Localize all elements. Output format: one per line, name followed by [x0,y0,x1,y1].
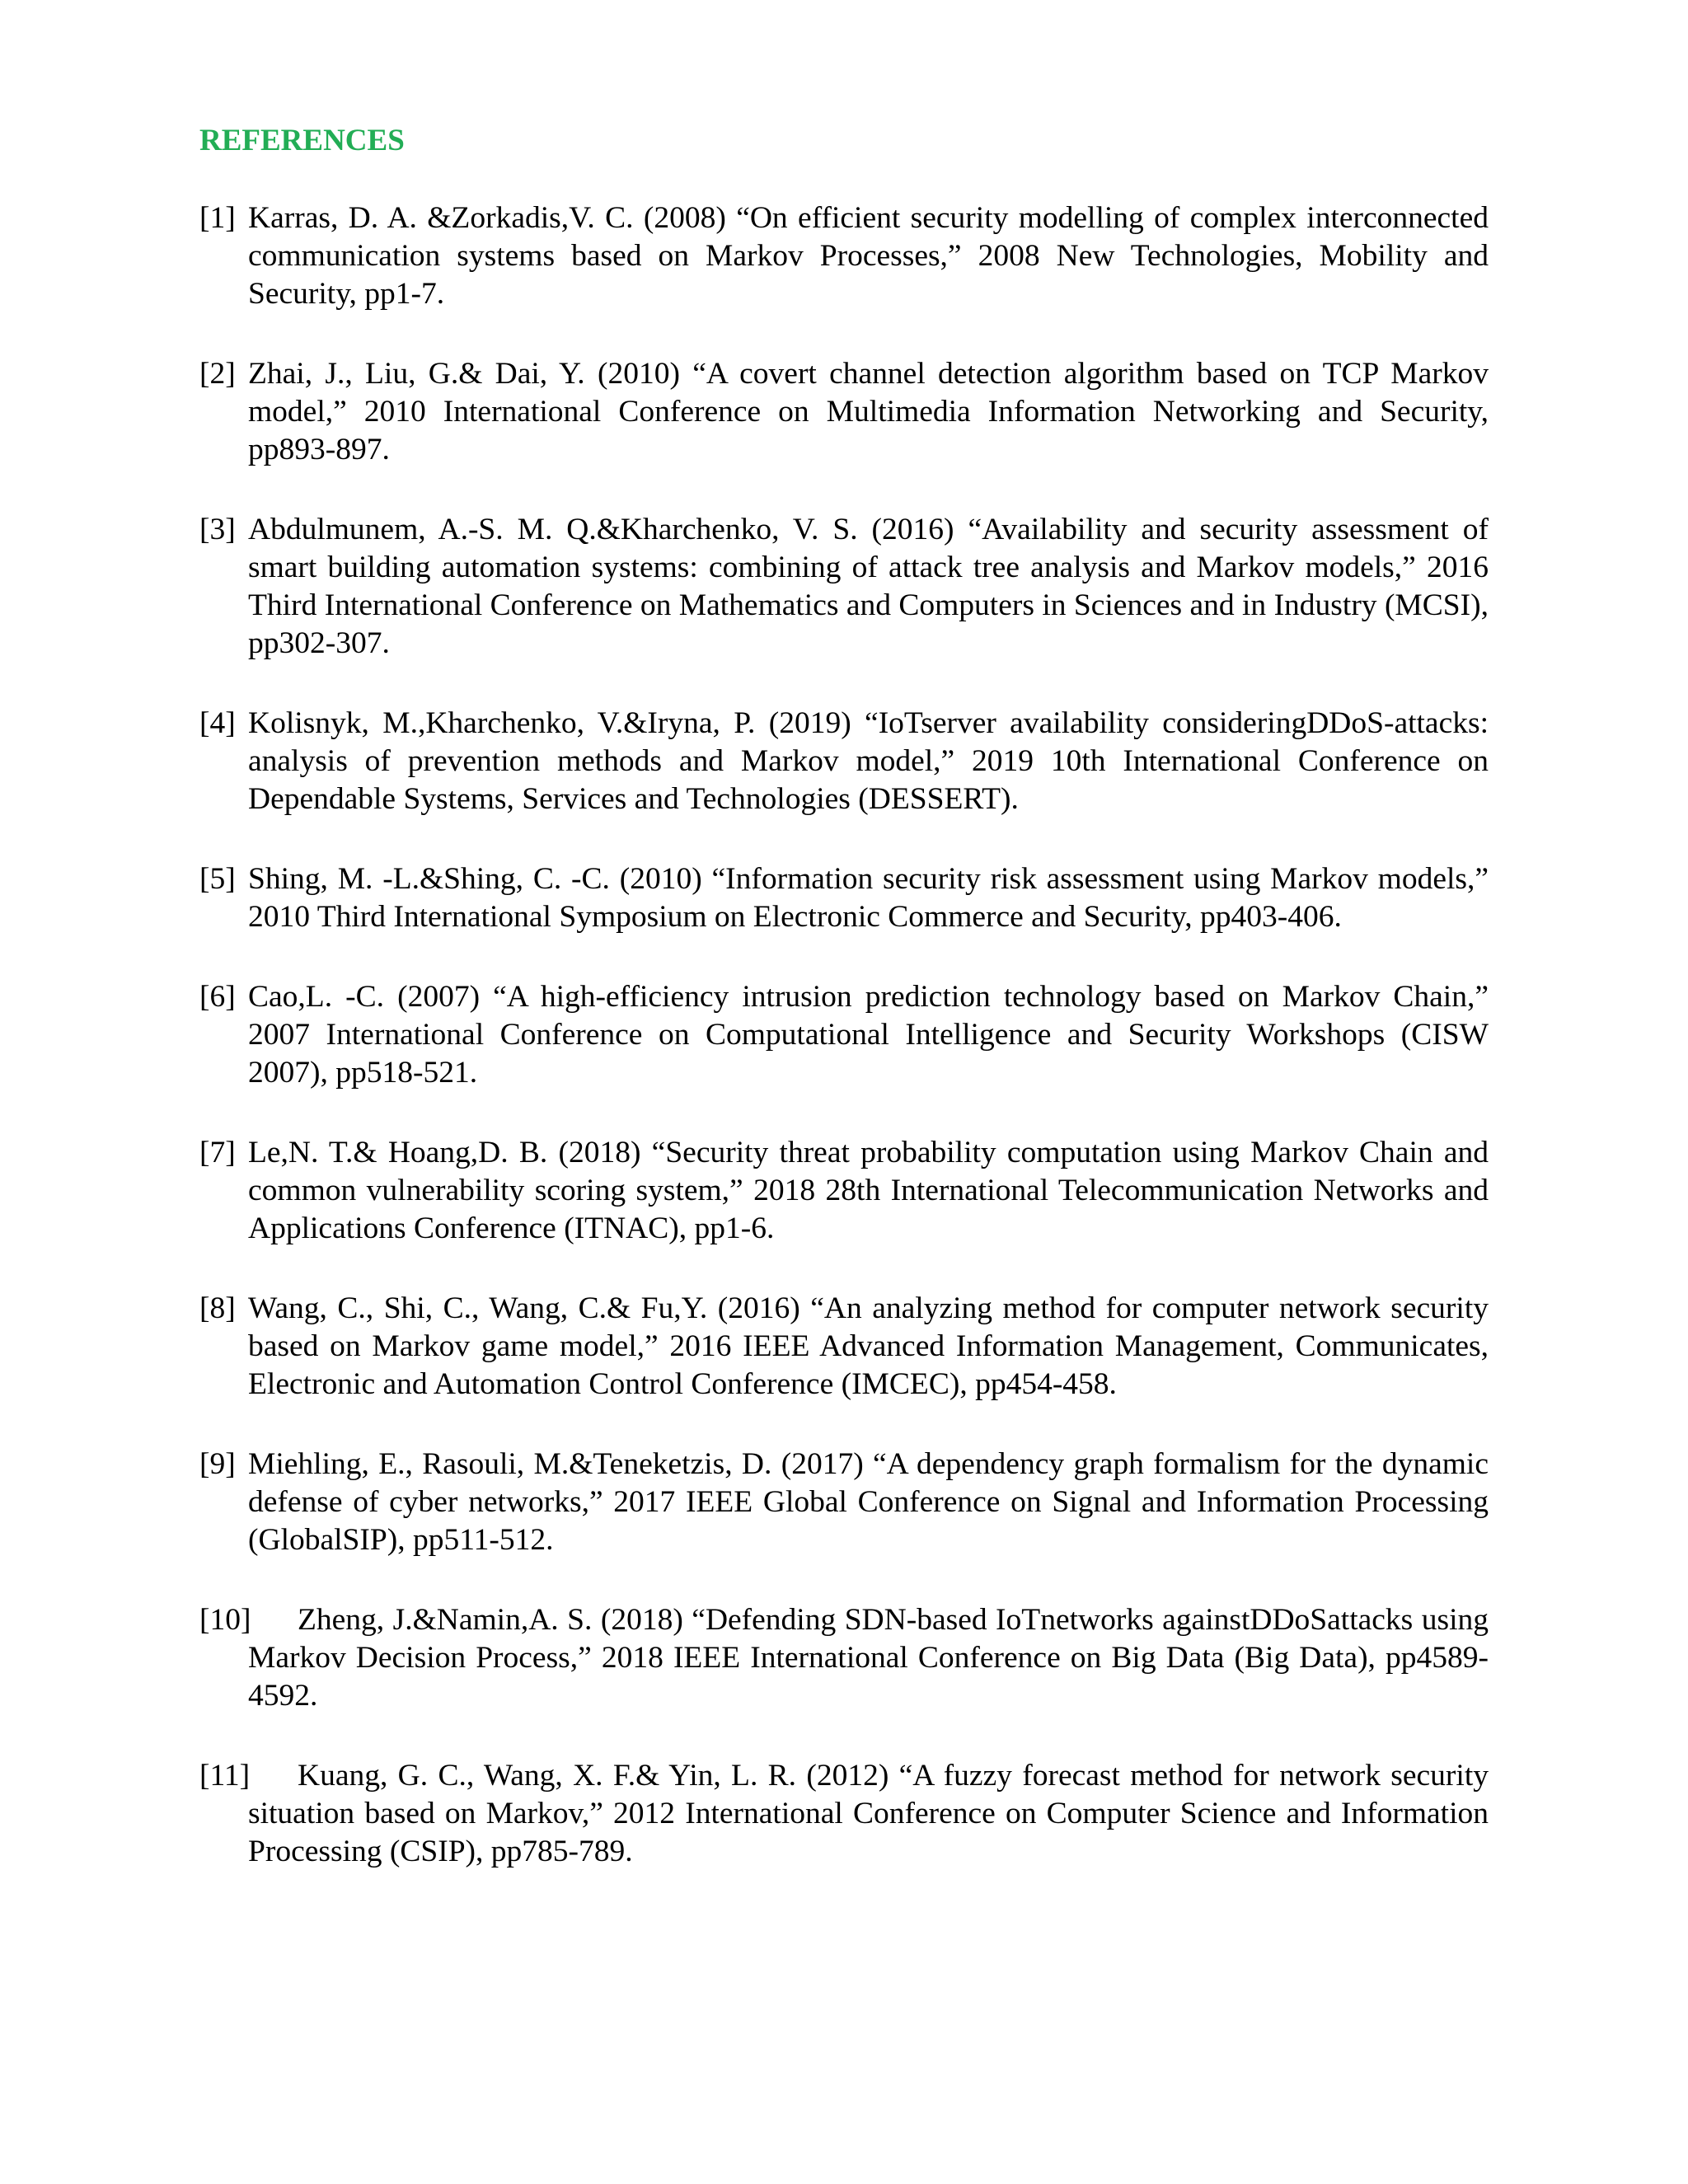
reference-number: [11] [199,1759,251,1793]
reference-number: [2] [199,357,236,391]
reference-list [199,199,1489,1913]
reference-number: [7] [199,1136,236,1169]
reference-text: Kolisnyk, M.,Kharchenko, V.&Iryna, P. (2019) “IoTserver availability consideringDDoS-attacks: analysis of prevention methods and Markov model,” 2019 10th International Conference on Dependable Systems, Services and Technologies (DESSERT). [248,706,1489,816]
reference-number: [3] [199,513,236,546]
reference-number: [5] [199,862,236,896]
reference-item-10 [199,1601,1489,1715]
reference-number: [10] [199,1603,251,1637]
references-heading: REFERENCES [199,124,405,157]
reference-text: Abdulmunem, A.-S. M. Q.&Kharchenko, V. S. (2016) “Availability and security assessment of smart building automation systems: combining of attack tree analysis and Markov models,” 2016 Third International Conference on Mathematics and Computers in Sciences and in Industry (MCSI), pp302-307. [248,513,1489,660]
reference-item-7 [199,1134,1489,1248]
reference-item-5 [199,860,1489,936]
reference-text: Le,N. T.& Hoang,D. B. (2018) “Security threat probability computation using Markov Chain and common vulnerability scoring system,” 2018 28th International Telecommunication Networks and Applications Conference (ITNAC), pp1-6. [248,1136,1489,1245]
reference-number: [8] [199,1291,236,1325]
reference-item-1 [199,199,1489,313]
reference-text: Kuang, G. C., Wang, X. F.& Yin, L. R. (2012) “A fuzzy forecast method for network security situation based on Markov,” 2012 International Conference on Computer Science and Information Processing (CSIP), pp785-789. [248,1759,1489,1868]
reference-text: Karras, D. A. &Zorkadis,V. C. (2008) “On efficient security modelling of complex interconnected communication systems based on Markov Processes,” 2008 New Technologies, Mobility and Security, pp1-7. [248,201,1489,311]
reference-number: [4] [199,706,236,740]
reference-item-11 [199,1757,1489,1871]
reference-item-4 [199,705,1489,818]
reference-number: [1] [199,201,236,235]
reference-item-9 [199,1446,1489,1559]
reference-text: Zheng, J.&Namin,A. S. (2018) “Defending SDN-based IoTnetworks againstDDoSattacks using Markov Decision Process,” 2018 IEEE International Conference on Big Data (Big Data), pp4589-4592. [248,1603,1489,1713]
reference-text: Miehling, E., Rasouli, M.&Teneketzis, D. (2017) “A dependency graph formalism for the dynamic defense of cyber networks,” 2017 IEEE Global Conference on Signal and Information Processing (GlobalSIP), pp511-512. [248,1447,1489,1557]
reference-text: Shing, M. -L.&Shing, C. -C. (2010) “Information security risk assessment using Markov models,” 2010 Third International Symposium on Electronic Commerce and Security, pp403-406. [248,862,1489,934]
reference-item-3 [199,511,1489,663]
reference-text: Wang, C., Shi, C., Wang, C.& Fu,Y. (2016) “An analyzing method for computer network security based on Markov game model,” 2016 IEEE Advanced Information Management, Communicates, Electronic and Automation Control Conference (IMCEC), pp454-458. [248,1291,1489,1401]
reference-number: [6] [199,980,236,1014]
reference-item-8 [199,1290,1489,1404]
reference-item-6 [199,978,1489,1092]
reference-item-2 [199,355,1489,469]
reference-number: [9] [199,1447,236,1481]
reference-text: Cao,L. -C. (2007) “A high-efficiency intrusion prediction technology based on Markov Chain,” 2007 International Conference on Computational Intelligence and Security Workshops (CISW 2007), pp518-521. [248,980,1489,1090]
reference-text: Zhai, J., Liu, G.& Dai, Y. (2010) “A covert channel detection algorithm based on TCP Markov model,” 2010 International Conference on Multimedia Information Networking and Security, pp893-897. [248,357,1489,466]
